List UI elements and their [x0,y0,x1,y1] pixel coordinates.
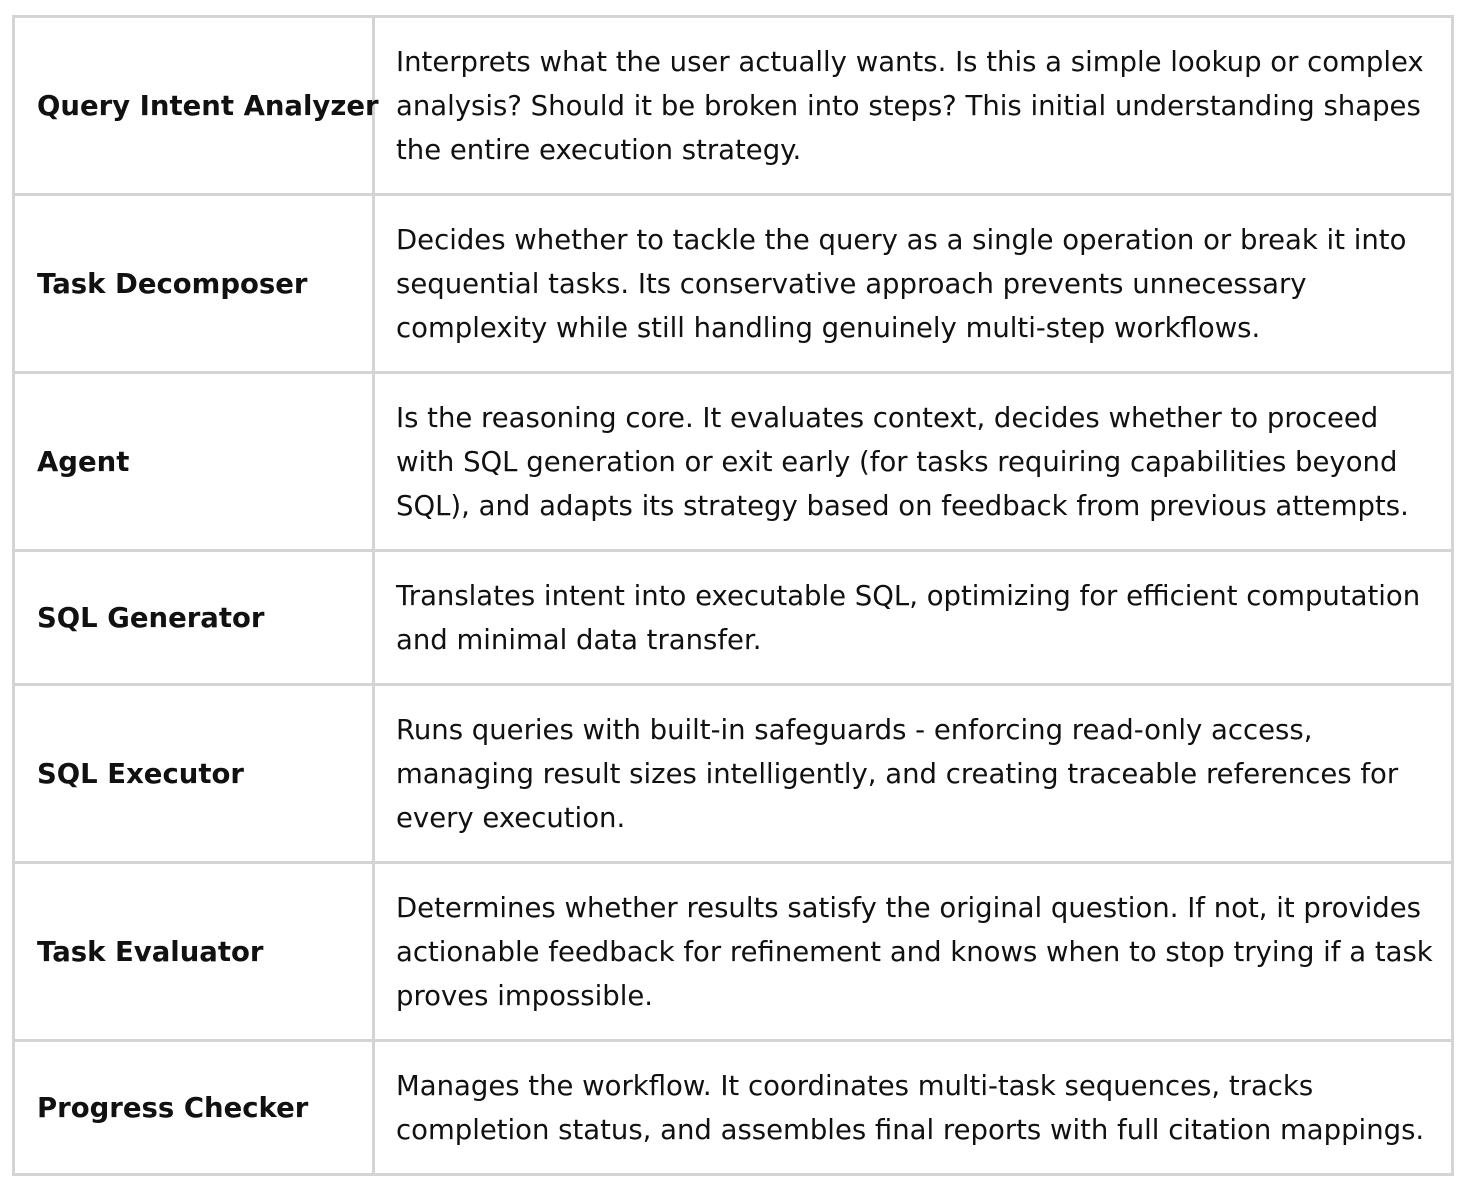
component-name: Task Evaluator [37,935,264,968]
component-name: Task Decomposer [37,267,308,300]
component-description: Is the reasoning core. It evaluates context, decides whether to proceed with SQL generation or exit early (for tasks requiring capabilities beyond SQL), and adapts its strategy based on feedback from previous attempts. [396,402,1409,522]
component-description-cell [374,551,1453,685]
table-row [14,1041,1453,1175]
table-row [14,551,1453,685]
table-row [14,17,1453,195]
component-name-cell [14,17,379,195]
component-name-cell [14,685,374,863]
component-description: Runs queries with built-in safeguards - enforcing read-only access, managing result sizes intelligently, and creating traceable references for every execution. [396,714,1399,834]
component-name: SQL Generator [37,601,265,634]
component-name: Agent [37,445,130,478]
component-name-cell [14,195,374,373]
component-name-cell [14,551,374,685]
table-row [14,685,1453,863]
component-name: Query Intent Analyzer [37,89,379,122]
table-row [14,195,1453,373]
component-description-cell [374,685,1453,863]
component-description-cell [374,1041,1453,1175]
table-row [14,373,1453,551]
component-name-cell [14,373,374,551]
component-name: Progress Checker [37,1091,309,1124]
component-table [12,15,1454,1176]
component-description-cell [374,863,1453,1041]
component-name-cell [14,863,374,1041]
component-name: SQL Executor [37,757,244,790]
table-row [14,863,1453,1041]
component-description: Decides whether to tackle the query as a single operation or break it into sequential tasks. Its conservative approach prevents unnecessary complexity while still handling genuinely multi-step workflows. [396,224,1407,344]
component-description: Determines whether results satisfy the original question. If not, it provides actionable feedback for refinement and knows when to stop trying if a task proves impossible. [396,892,1433,1012]
component-description: Manages the workflow. It coordinates multi-task sequences, tracks completion status, and assembles final reports with full citation mappings. [396,1070,1425,1146]
component-description: Interprets what the user actually wants. Is this a simple lookup or complex analysis? Should it be broken into steps? This initial understanding shapes the entire execution strategy. [396,46,1424,166]
component-description-cell [374,195,1453,373]
component-description-cell [374,373,1453,551]
component-name-cell [14,1041,374,1175]
component-description: Translates intent into executable SQL, optimizing for efficient computation and minimal data transfer. [396,580,1421,656]
component-description-cell [374,17,1453,195]
